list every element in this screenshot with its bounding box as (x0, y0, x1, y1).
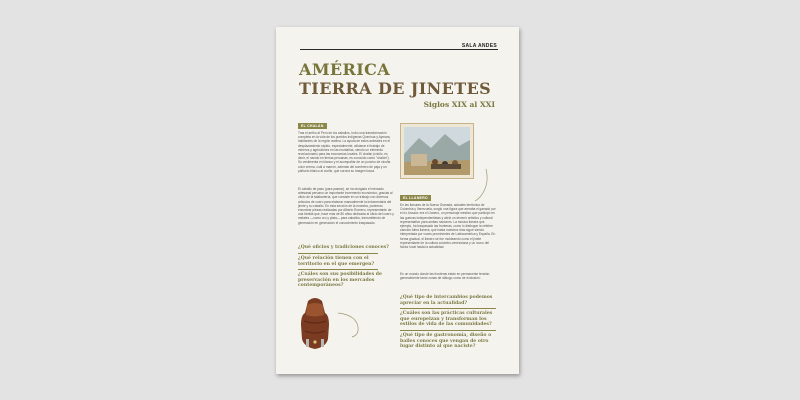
header-rule (300, 49, 498, 50)
left-question-3: ¿Cuáles son sus posibilidades de preservación en los mercados contemporáneos? (298, 272, 382, 289)
section-label: SALA ANDES (461, 43, 497, 49)
right-paragraph-2: En un mundo donde las fronteras están en permanente tensión, generalmente tanto zonas de diálogo como de exclusión: (400, 272, 491, 281)
tag-el-chalan: EL CHALÁN (298, 123, 327, 129)
subtitle: Siglos XIX al XXI (423, 100, 495, 109)
left-paragraph-1: Tras el arribo al Perú de los caballos, hubo una transformación completa en la vida de los pueblos indígenas Quechua y Aymara, habitantes de la región andina. La ayuda de estos animales en el desplazamiento rápido, especialmente, alivianar el trabajo de mineros y agricultores en las montañas, siendo un elemento revolucionario para las economías locales. El chalán (criollo, es decir, el nacido en tierras peruanas, es conocido como "chalán"). Su vestimenta en blanco y el acompañar de un poncho de vicuña color crema, cuál a marrón, además del sombrero de paja y un pañuelo blanco al cuello, que corona su imagen tosca. (298, 131, 391, 173)
left-paragraph-2: El caballo de paso (para pasear), se ha otorgado el mercado artesanal peruano un importante incremento económico, gracias al oficio de la talabartería, que consiste en un trabajo con diversos artículos de cuero para elaborar manualmente la indumentaria del jinete y su caballo. En esta sección de la muestra, podemos encontrar piezas realizadas por Alberto Romero, representante de una familia que, hace más de 80 años dedicada al oficio del cuero y metales —como oro y plata— para caballos, transmitiendo de generación en generación el conocimiento traspasado. (298, 187, 394, 225)
right-question-3: ¿Qué tipo de gastronomía, diseño o bailes conoces que vengan de otro lugar distinto al que naciste? (400, 333, 492, 350)
question-rule (298, 269, 378, 270)
saddle-image (298, 295, 332, 355)
title-line-2: TIERRA DE JINETES (299, 79, 492, 98)
decorative-swirl (336, 309, 364, 339)
llanero-painting (400, 123, 474, 179)
tag-el-llanero: EL LLANERO (400, 195, 431, 201)
question-rule (400, 330, 496, 331)
right-question-2: ¿Cuáles son las prácticas culturales que europeizan y transforman los estilos de vida de las comunidades? (400, 311, 493, 328)
left-question-1: ¿Qué oficios y tradiciones conoces? (298, 245, 389, 250)
question-rule (298, 253, 378, 254)
question-rule (400, 308, 496, 309)
title-line-1: AMÉRICA (299, 60, 391, 79)
brochure-page (276, 27, 519, 374)
right-paragraph-1: En las llanuras de la Nueva Granada, actuales territorios de Colombia y Venezuela, surgió una figura que arreaba el ganado por el río Arauca: era el Llanero, un personaje mestizo que participó en las guerras independentistas y abrió un devenir artístico y cultural representativo para ambas naciones. La música llanera que ejemplo, ha traspasado las fronteras, como lo distingue la célebre canción Alma llanera, que hasta nuestros días sigue siendo interpretada por voces prominentes de Latinoamérica y España. En forma gradual, el llanero se fue moldeando como el jinete representante de la cultura colombo-venezolana y un ícono del folclor local hasta la actualidad. (400, 203, 496, 250)
decorative-swirl (472, 167, 492, 203)
left-question-2: ¿Qué relación tienen con el territorio en el que emergen? (298, 256, 375, 267)
right-question-1: ¿Qué tipo de intercambios podemos apreciar en la actualidad? (400, 295, 493, 306)
